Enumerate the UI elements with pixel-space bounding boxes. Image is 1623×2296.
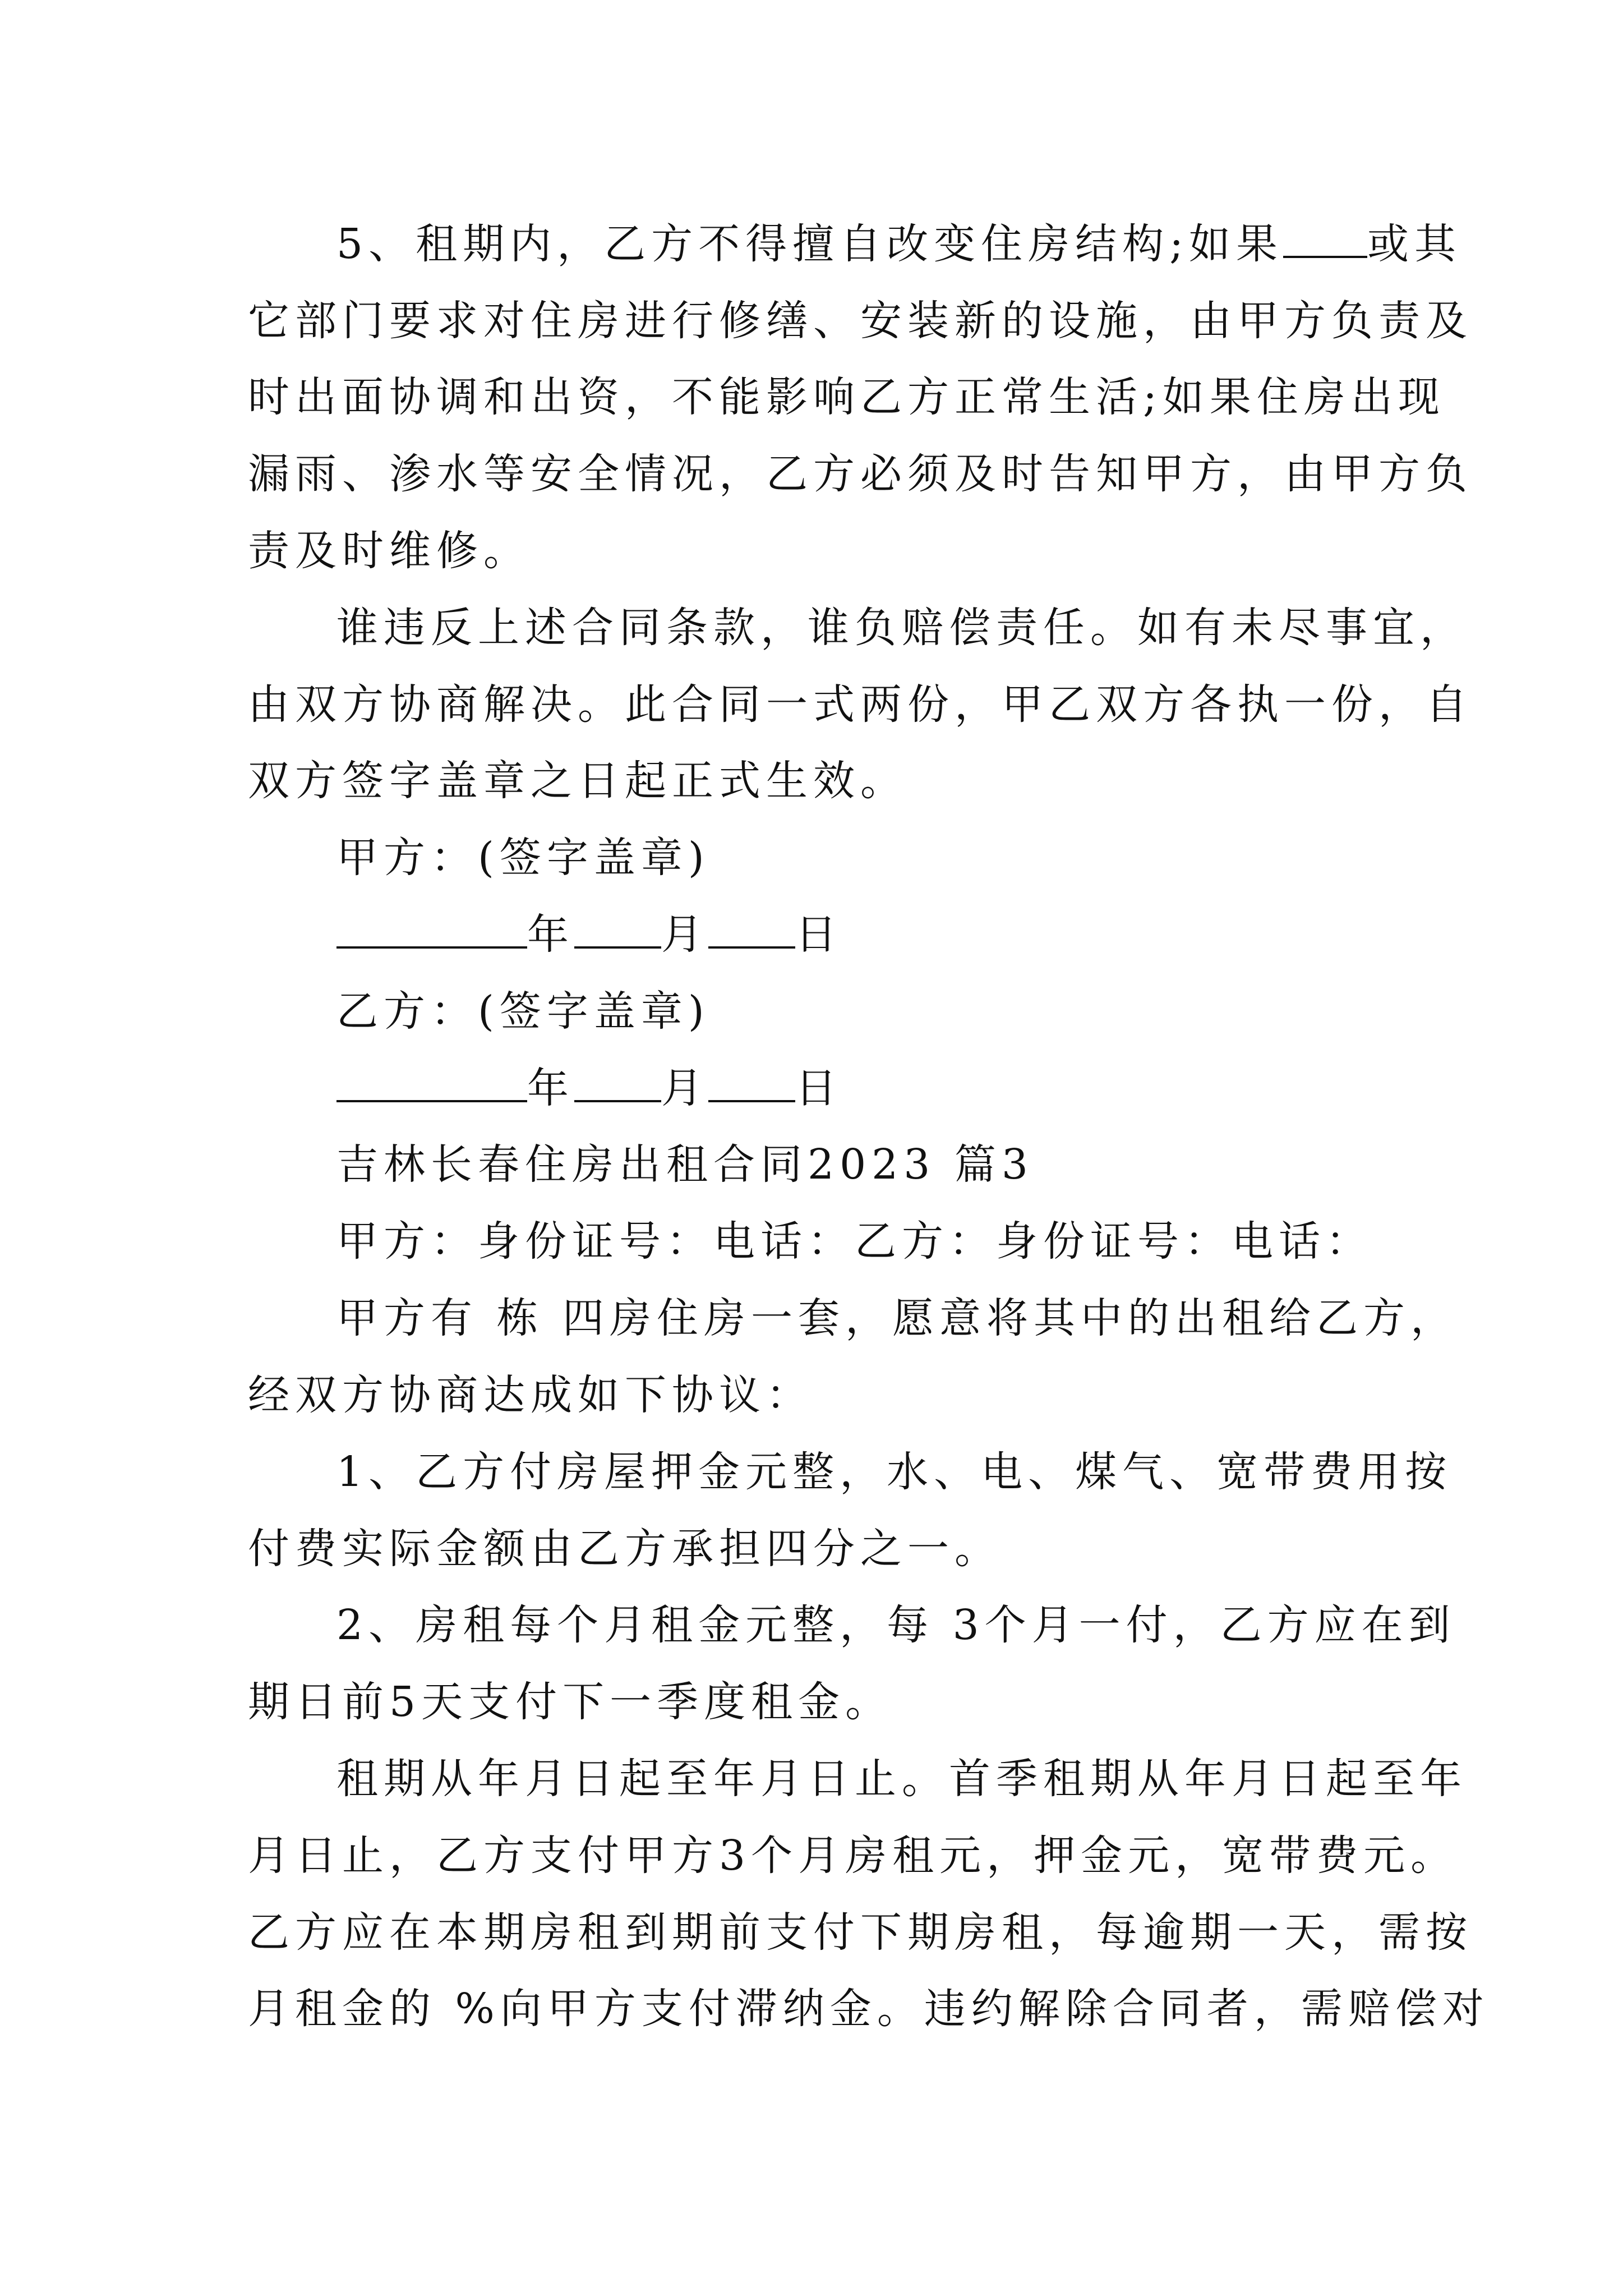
term-line-4: 月租金的 %向甲方支付滞纳金。违约解除合同者，需赔偿对 xyxy=(248,1985,1490,2033)
liability-line-1: 谁违反上述合同条款，谁负赔偿责任。如有未尽事宜， xyxy=(336,604,1467,652)
day-blank xyxy=(708,1061,795,1102)
term-line-1: 租期从年月日起至年月日止。首季租期从年月日起至年 xyxy=(336,1755,1467,1803)
party-a-signature: 甲方：(签字盖章) xyxy=(336,834,710,882)
year-blank xyxy=(336,1061,527,1102)
liability-line-3: 双方签字盖章之日起正式生效。 xyxy=(248,757,907,805)
term-line-3: 乙方应在本期房租到期前支付下期房租，每逾期一天，需按 xyxy=(248,1908,1473,1957)
intro-line-2: 经双方协商达成如下协议： xyxy=(248,1371,813,1419)
year-blank xyxy=(336,907,527,949)
liability-line-2: 由双方协商解决。此合同一式两份，甲乙双方各执一份，自 xyxy=(248,680,1473,729)
month-label: 月 xyxy=(661,1064,708,1112)
clause-1-line-1: 1、乙方付房屋押金元整，水、电、煤气、宽带费用按 xyxy=(336,1448,1453,1496)
day-label: 日 xyxy=(795,910,842,959)
clause-5-text: 5、租期内，乙方不得擅自改变住房结构;如果 xyxy=(336,220,1284,268)
month-blank xyxy=(574,907,661,949)
month-label: 月 xyxy=(661,910,708,959)
fill-in-blank xyxy=(1283,217,1367,258)
month-blank xyxy=(574,1061,661,1102)
intro-line-1: 甲方有 栋 四房住房一套，愿意将其中的出租给乙方， xyxy=(336,1294,1458,1342)
party-a-date xyxy=(336,901,1381,968)
parties-info: 甲方：身份证号：电话：乙方：身份证号：电话： xyxy=(336,1217,1373,1266)
year-label: 年 xyxy=(527,1064,574,1112)
term-line-2: 月日止，乙方支付甲方3个月房租元，押金元，宽带费元。 xyxy=(248,1832,1458,1880)
day-blank xyxy=(708,907,795,949)
clause-5-line-2: 它部门要求对住房进行修缮、安装新的设施，由甲方负责及 xyxy=(248,297,1473,345)
clause-1-line-2: 付费实际金额由乙方承担四分之一。 xyxy=(248,1525,1002,1573)
clause-5-text-end: 或其 xyxy=(1367,220,1462,268)
party-b-signature: 乙方：(签字盖章) xyxy=(336,987,710,1036)
day-label: 日 xyxy=(795,1064,842,1112)
year-label: 年 xyxy=(527,910,574,959)
clause-2-line-1: 2、房租每个月租金元整，每 3个月一付，乙方应在到 xyxy=(336,1601,1456,1649)
clause-5-line-4: 漏雨、渗水等安全情况，乙方必须及时告知甲方，由甲方负 xyxy=(248,450,1473,498)
party-b-date xyxy=(336,1055,1381,1122)
clause-5-line-5: 责及时维修。 xyxy=(248,527,531,575)
clause-2-line-2: 期日前5天支付下一季度租金。 xyxy=(248,1678,893,1726)
clause-5-line-1 xyxy=(336,210,1462,278)
clause-5-line-3: 时出面协调和出资，不能影响乙方正常生活;如果住房出现 xyxy=(248,373,1445,421)
contract-heading: 吉林长春住房出租合同2023 篇3 xyxy=(336,1140,1034,1189)
